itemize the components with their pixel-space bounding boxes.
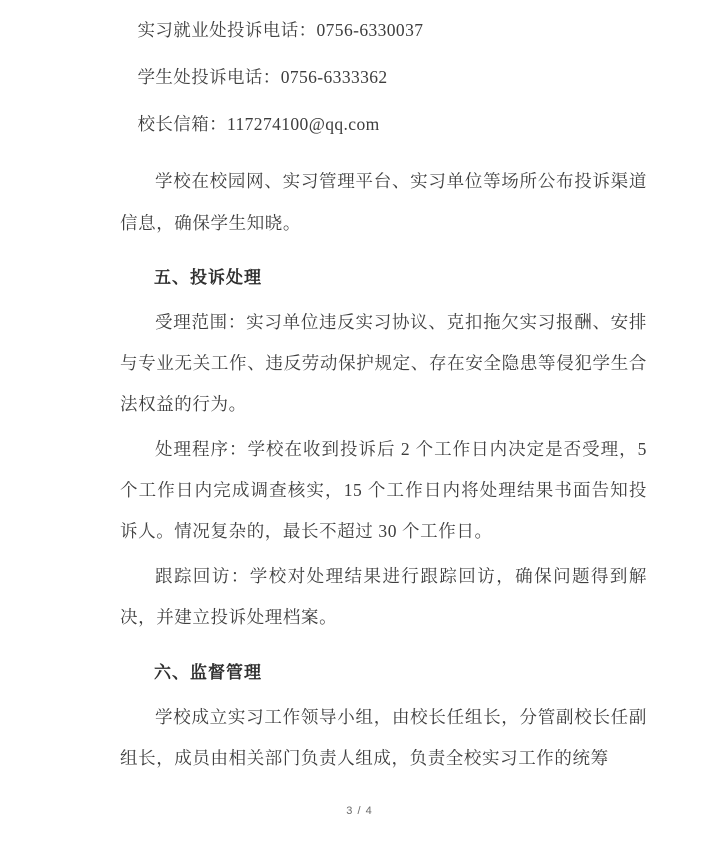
paragraph-leadership-group: 学校成立实习工作领导小组，由校长任组长，分管副校长任副组长，成员由相关部门负责人组成，负责全校实习工作的统筹: [120, 706, 647, 768]
paragraph-acceptance-scope: 受理范围：实习单位违反实习协议、克扣拖欠实习报酬、安排与专业无关工作、违反劳动保护规定、存在安全隐患等侵犯学生合法权益的行为。: [120, 311, 647, 414]
contact-line-student-affairs: 学生处投诉电话：0756-6333362: [137, 67, 388, 88]
page-footer: 3 / 4: [346, 805, 373, 817]
contact-line-principal-mailbox: 校长信箱：117274100@qq.com: [137, 114, 380, 135]
spacer: [120, 151, 647, 161]
contact-line-internship-office: 实习就业处投诉电话：0756-6330037: [137, 20, 424, 40]
section-heading-complaint-handling: 五、投诉处理: [154, 267, 262, 287]
paragraph-handling-procedure: 处理程序：学校在收到投诉后 2 个工作日内决定是否受理，5 个工作日内完成调查核实，15 个工作日内将处理结果书面告知投诉人。情况复杂的，最长不超过 30 个工作日。: [120, 438, 647, 542]
paragraph-publication-channels: 学校在校园网、实习管理平台、实习单位等场所公布投诉渠道信息，确保学生知晓。: [120, 171, 647, 233]
section-heading-supervision-management: 六、监督管理: [154, 662, 262, 682]
paragraph-followup-visit: 跟踪回访：学校对处理结果进行跟踪回访，确保问题得到解决，并建立投诉处理档案。: [120, 566, 647, 628]
document-body: [120, 10, 647, 779]
